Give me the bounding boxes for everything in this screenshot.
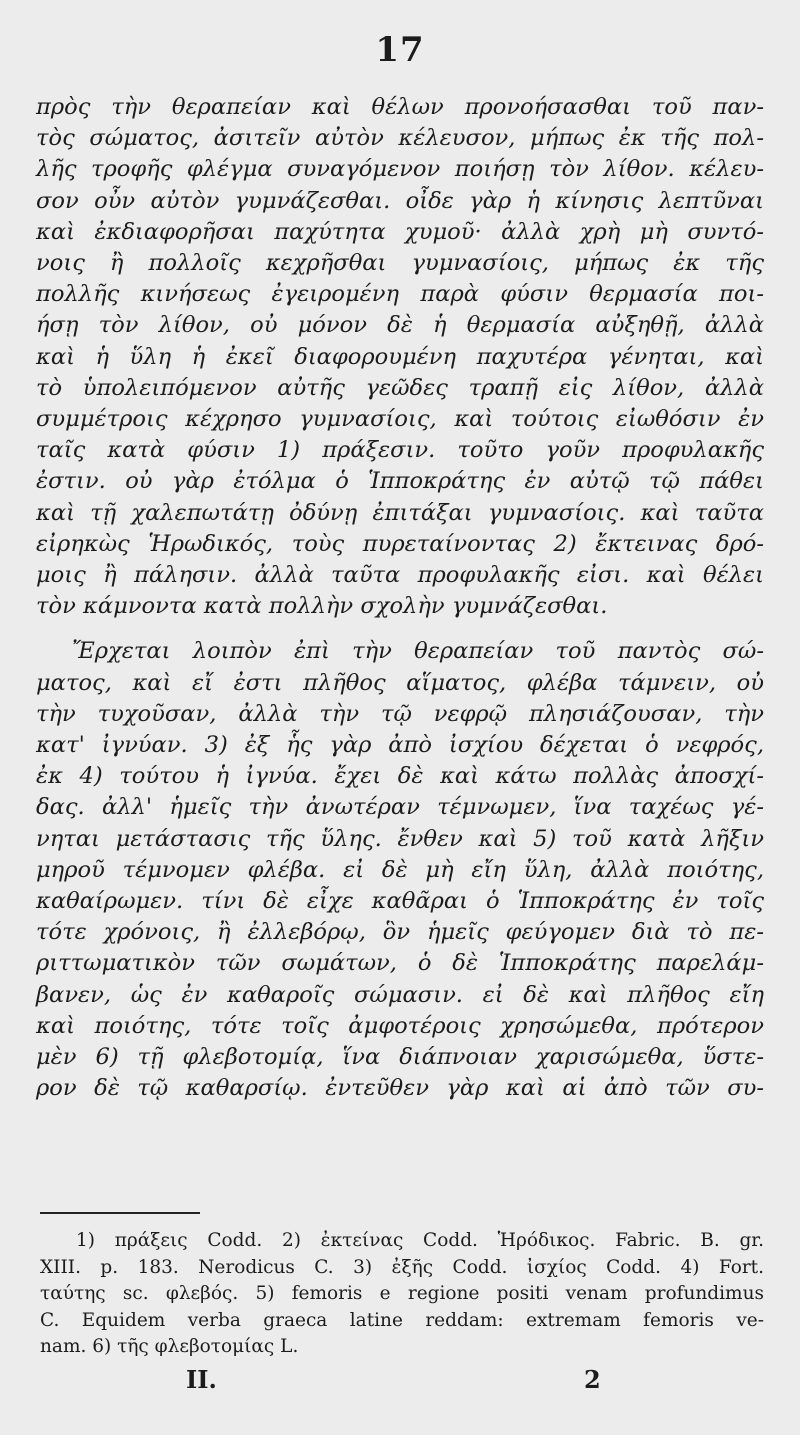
text-line: λῆς τροφῆς φλέγμα συναγόμενον ποιήσῃ τὸν λίθον. κέλευ- xyxy=(36,156,764,183)
gathering-number: 2 xyxy=(584,1365,601,1394)
text-line: Ἔρχεται λοιπὸν ἐπὶ τὴν θεραπείαν τοῦ παντὸς σώ- xyxy=(72,638,764,665)
text-line: καὶ ποιότης, τότε τοῖς ἀμφοτέροις χρησώμεθα, πρότερον xyxy=(36,1012,764,1039)
text-line: πρὸς τὴν θεραπείαν καὶ θέλων προνοήσασθαι τοῦ παν- xyxy=(36,94,764,120)
footnote-divider xyxy=(40,1212,200,1214)
paragraph-1 xyxy=(36,92,764,622)
text-line: νοις ἢ πολλοῖς κεχρῆσθαι γυμνασίοις, μήπως ἐκ τῆς xyxy=(36,250,764,277)
text-line: δας. ἀλλ' ἡμεῖς τὴν ἀνωτέραν τέμνωμεν, ἵνα ταχέως γέ- xyxy=(36,794,764,821)
text-line: νηται μετάστασις τῆς ὕλης. ἔνθεν καὶ 5) τοῦ κατὰ λῆξιν xyxy=(36,825,764,852)
text-line: ματος, καὶ εἴ ἐστι πλῆθος αἵματος, φλέβα τάμνειν, οὐ xyxy=(36,669,764,696)
text-line: ἐκ 4) τούτου ἡ ἰγνύα. ἔχει δὲ καὶ κάτω πολλὰς ἀποσχί- xyxy=(36,763,764,790)
text-line: βανεν, ὡς ἐν καθαροῖς σώμασιν. εἰ δὲ καὶ πλῆθος εἴη xyxy=(36,981,764,1008)
text-line: μὲν 6) τῇ φλεβοτομίᾳ, ἵνα διάπνοιαν χαρισώμεθα, ὕστε- xyxy=(36,1044,764,1071)
footnote-line: XIII. p. 183. Nerodicus C. 3) ἐξῆς Codd. ἰσχίος Codd. 4) Fort. xyxy=(40,1256,764,1278)
text-line: ριττωματικὸν τῶν σωμάτων, ὁ δὲ Ἱπποκράτης παρελάμ- xyxy=(36,950,764,977)
signature-mark: II. xyxy=(186,1365,217,1394)
text-line: σον οὖν αὐτὸν γυμνάζεσθαι. οἶδε γὰρ ἡ κίνησις λεπτῦναι xyxy=(36,187,764,214)
footnote-line: ταύτης sc. φλεβός. 5) femoris e regione positi venam profundimus xyxy=(40,1283,764,1304)
text-line: τότε χρόνοις, ἢ ἐλλεβόρῳ, ὃν ἡμεῖς φεύγομεν διὰ τὸ πε- xyxy=(36,919,764,946)
footnotes xyxy=(40,1228,764,1361)
text-line: συμμέτροις κέχρησο γυμνασίοις, καὶ τούτοις εἰωθόσιν ἐν xyxy=(36,406,764,433)
text-line: μοις ἢ πάλησιν. ἀλλὰ ταῦτα προφυλακῆς εἰσι. καὶ θέλει xyxy=(36,562,764,589)
text-line: καὶ ἐκδιαφορῆσαι παχύτητα χυμοῦ· ἀλλὰ χρὴ μὴ συντό- xyxy=(36,218,764,245)
footnote-line: 1) πράξεις Codd. 2) ἐκτείνας Codd. Ἡρόδικος. Fabric. B. gr. xyxy=(76,1230,764,1251)
text-line: ρον δὲ τῷ καθαρσίῳ. ἐντεῦθεν γὰρ καὶ αἱ ἀπὸ τῶν συ- xyxy=(36,1075,764,1102)
text-line: πολλῆς κινήσεως ἐγειρομένη παρὰ φύσιν θερμασία ποι- xyxy=(36,281,764,308)
text-line: ἐστιν. οὐ γὰρ ἐτόλμα ὁ Ἱπποκράτης ἐν αὐτῷ τῷ πάθει xyxy=(36,468,764,495)
text-line: τὸν κάμνοντα κατὰ πολλὴν σχολὴν γυμνάζεσθαι. xyxy=(36,593,608,620)
body-text xyxy=(36,92,764,1105)
paragraph-2 xyxy=(36,636,764,1104)
text-line: καθαίρωμεν. τίνι δὲ εἶχε καθᾶραι ὁ Ἱπποκράτης ἐν τοῖς xyxy=(36,888,764,915)
text-line: ήσῃ τὸν λίθον, οὐ μόνον δὲ ἡ θερμασία αὐξηθῇ, ἀλλὰ xyxy=(36,312,764,339)
footnote-line: nam. 6) τῆς φλεβοτομίας L. xyxy=(40,1336,299,1357)
text-line: κατ' ἰγνύαν. 3) ἐξ ἧς γὰρ ἀπὸ ἰσχίου δέχεται ὁ νεφρός, xyxy=(36,732,764,759)
text-line: τὸς σώματος, ἀσιτεῖν αὐτὸν κέλευσον, μήπως ἐκ τῆς πολ- xyxy=(36,125,764,152)
text-line: μηροῦ τέμνομεν φλέβα. εἰ δὲ μὴ εἴη ὕλη, ἀλλὰ ποιότης, xyxy=(36,856,764,883)
page-number: 17 xyxy=(375,30,425,70)
text-line: εἰρηκὼς Ἡρωδικός, τοὺς πυρεταίνοντας 2) ἔκτεινας δρό- xyxy=(36,530,764,557)
text-line: ταῖς κατὰ φύσιν 1) πράξεσιν. τοῦτο γοῦν προφυλακῆς xyxy=(36,437,764,464)
footnote-line: C. Equidem verba graeca latine reddam: extremam femoris ve- xyxy=(40,1309,764,1331)
text-line: τὸ ὑπολειπόμενον αὐτῆς γεῶδες τραπῇ εἰς λίθον, ἀλλὰ xyxy=(36,374,764,401)
text-line: καὶ τῇ χαλεπωτάτῃ ὀδύνῃ ἐπιτάξαι γυμνασίοις. καὶ ταῦτα xyxy=(36,499,764,526)
text-line: καὶ ἡ ὕλη ἡ ἐκεῖ διαφορουμένη παχυτέρα γένηται, καὶ xyxy=(36,343,764,370)
paragraph-gap xyxy=(36,622,764,636)
text-line: τὴν τυχοῦσαν, ἀλλὰ τὴν τῷ νεφρῷ πλησιάζουσαν, τὴν xyxy=(36,700,764,727)
